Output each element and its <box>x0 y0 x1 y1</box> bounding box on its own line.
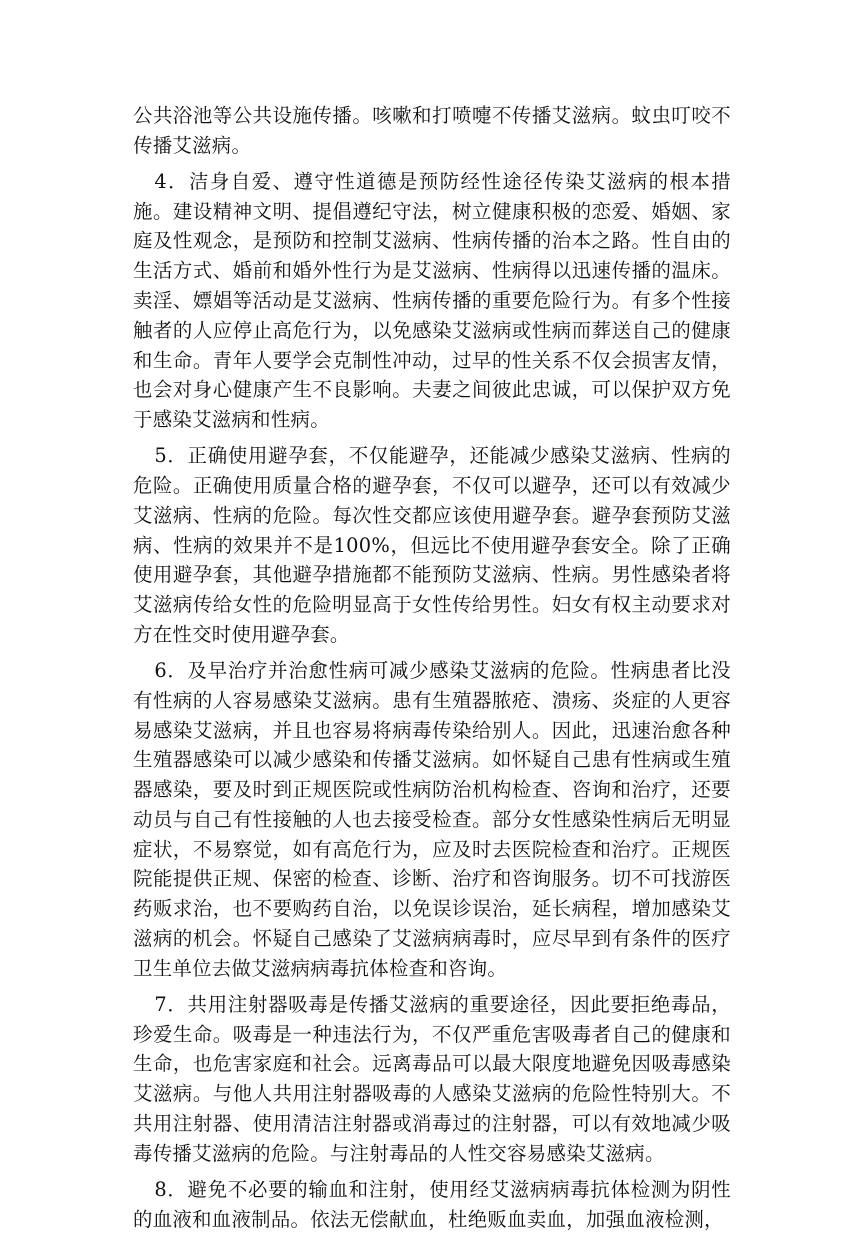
paragraph-item-4: 4．洁身自爱、遵守性道德是预防经性途径传染艾滋病的根本措施。建设精神文明、提倡遵纪守法，树立健康积极的恋爱、婚姻、家庭及性观念，是预防和控制艾滋病、性病传播的治本之路。性自由的生活方式、婚前和婚外性行为是艾滋病、性病得以迅速传播的温床。卖淫、嫖娼等活动是艾滋病、性病传播的重要危险行为。有多个性接触者的人应停止高危行为，以免感染艾滋病或性病而葬送自己的健康和生命。青年人要学会克制性冲动，过早的性关系不仅会损害友情，也会对身心健康产生不良影响。夫妻之间彼此忠诚，可以保护双方免于感染艾滋病和性病。 <box>133 169 731 432</box>
paragraph-continuation: 公共浴池等公共设施传播。咳嗽和打喷嚏不传播艾滋病。蚊虫叮咬不传播艾滋病。 <box>133 104 731 157</box>
paragraph-item-5: 5．正确使用避孕套，不仅能避孕，还能减少感染艾滋病、性病的危险。正确使用质量合格的避孕套，不仅可以避孕，还可以有效减少艾滋病、性病的危险。每次性交都应该使用避孕套。避孕套预防艾滋病、性病的效果并不是100%，但远比不使用避孕套安全。除了正确使用避孕套，其他避孕措施都不能预防艾滋病、性病。男性感染者将艾滋病传给女性的危险明显高于女性传给男性。妇女有权主动要求对方在性交时使用避孕套。 <box>133 444 731 646</box>
document-body <box>133 101 731 1241</box>
paragraph-item-6: 6．及早治疗并治愈性病可减少感染艾滋病的危险。性病患者比没有性病的人容易感染艾滋病。患有生殖器脓疮、溃疡、炎症的人更容易感染艾滋病，并且也容易将病毒传染给别人。因此，迅速治愈各种生殖器感染可以减少感染和传播艾滋病。如怀疑自己患有性病或生殖器感染，要及时到正规医院或性病防治机构检查、咨询和治疗，还要动员与自己有性接触的人也去接受检查。部分女性感染性病后无明显症状，不易察觉，如有高危行为，应及时去医院检查和治疗。正规医院能提供正规、保密的检查、诊断、治疗和咨询服务。切不可找游医药贩求治，也不要购药自治，以免误诊误治，延长病程，增加感染艾滋病的机会。怀疑自己感染了艾滋病病毒时，应尽早到有条件的医疗卫生单位去做艾滋病病毒抗体检查和咨询。 <box>133 658 731 980</box>
paragraph-item-7: 7．共用注射器吸毒是传播艾滋病的重要途径，因此要拒绝毒品，珍爱生命。吸毒是一种违法行为，不仅严重危害吸毒者自己的健康和生命，也危害家庭和社会。远离毒品可以最大限度地避免因吸毒感染艾滋病。与他人共用注射器吸毒的人感染艾滋病的危险性特别大。不共用注射器、使用清洁注射器或消毒过的注射器，可以有效地减少吸毒传播艾滋病的危险。与注射毒品的人性交容易感染艾滋病。 <box>133 992 731 1165</box>
paragraph-item-8: 8．避免不必要的输血和注射，使用经艾滋病病毒抗体检测为阴性的血液和血液制品。依法无偿献血，杜绝贩血卖血，加强血液检测， <box>133 1177 731 1231</box>
